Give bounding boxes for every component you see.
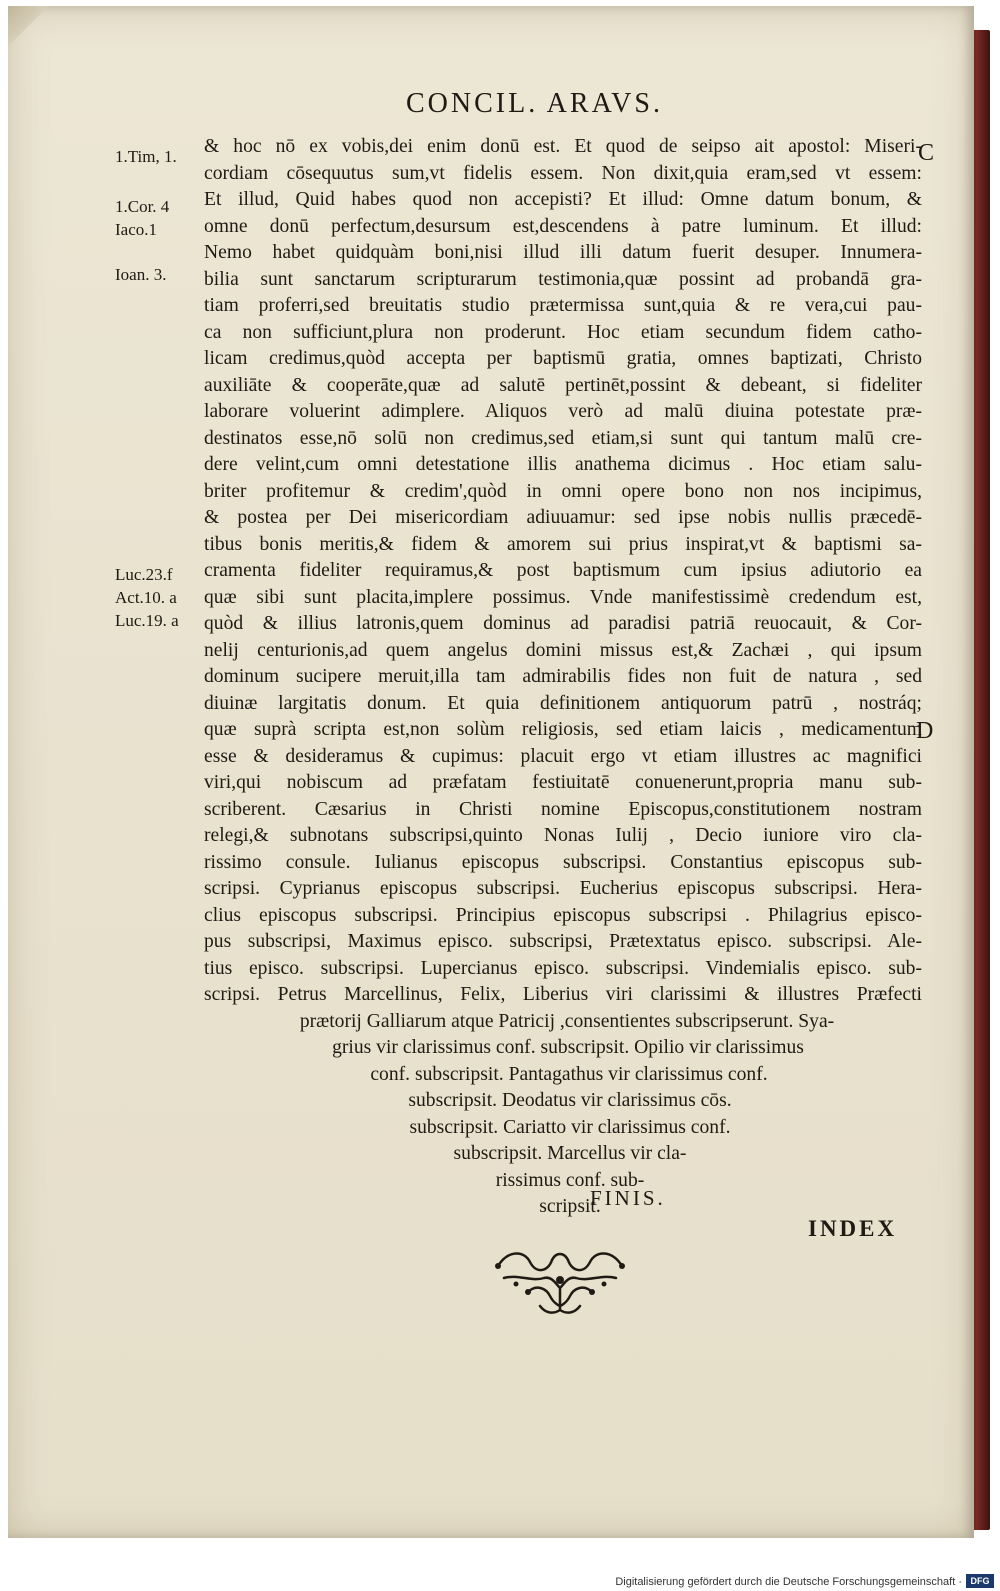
margin-note: 1.Cor. 4 [115, 197, 170, 216]
running-head: CONCIL. ARAVS. [406, 88, 663, 119]
body-text [204, 134, 922, 1221]
text-line: Et illud, Quid habes quod non accepisti? Et illud: Omne datum bonum, & [204, 189, 922, 210]
text-line: quæ suprà scripta est,non solùm religiosis, sed etiam laicis , medicamentum [204, 719, 922, 740]
text-line-tapered: grius vir clarissimus conf. subscripsit. Opilio vir clarissimus [332, 1037, 804, 1058]
text-line-tapered: conf. subscripsit. Pantagathus vir clarissimus conf. [370, 1063, 768, 1085]
text-line: viri,qui nobiscum ad præfatam festiuitatē conuenerunt,propria manu sub- [204, 772, 922, 793]
page-corner-fold [8, 6, 48, 46]
text-line-tapered: subscripsit. Cariatto vir clarissimus conf. [409, 1116, 731, 1138]
text-line: licam credimus,quòd accepta per baptismū gratia, omnes baptizati, Christo [204, 348, 922, 369]
text-line-tapered: prætorij Galliarum atque Patricij ,consentientes subscripserunt. Sya- [299, 1010, 835, 1032]
text-line: relegi,& subnotans subscripsi,quinto Nonas Iulij , Decio iuniore viro cla- [204, 825, 922, 846]
text-line: & postea per Dei misericordiam adiuuamur: sed ipse nobis nullis præcedē- [204, 507, 922, 528]
text-line: laborare voluerint adimplere. Aliquos verò ad malū diuina potestate præ- [204, 401, 922, 422]
margin-note: Luc.19. a [115, 611, 179, 630]
text-line: nelij centurionis,ad quem angelus domini missus est,& Zachæi , qui ipsum [204, 639, 922, 661]
finis-label: FINIS. [590, 1186, 666, 1210]
text-line: diuinæ largitatis donum. Et quia definitionem antiquorum patrū , nostráq; [204, 692, 922, 714]
margin-note: 1.Tim, 1. [115, 147, 177, 166]
text-line: omne donū perfectum,desursum est,descendens à patre luminum. Et illud: [204, 215, 922, 237]
margin-note: Ioan. 3. [115, 265, 167, 284]
text-line: ca non sufficiunt,plura non proderunt. Hoc etiam secundum fidem catho- [204, 321, 922, 343]
margin-note: Luc.23.f [115, 565, 173, 584]
printer-ornament [488, 1244, 632, 1316]
text-line: Nemo habet quidquàm boni,nisi illud illi datum fuerit desuper. Innumera- [204, 242, 922, 263]
text-line: esse & desideramus & cupimus: placuit ergo vt etiam illustres ac magnifici [204, 745, 922, 767]
text-line: destinatos esse,nō solū non credimus,sed etiam,si sunt qui tantum malū cre- [204, 427, 922, 449]
text-line-tapered: subscripsit. Marcellus vir cla- [453, 1143, 687, 1164]
margin-note: Iaco.1 [115, 220, 158, 239]
section-letter-c: C [918, 140, 935, 166]
text-line: quæ sibi sunt placita,implere possimus. Vnde manifestissimè credendum est, [204, 586, 922, 608]
margin-note: Act.10. a [115, 588, 177, 607]
text-line: cordiam cōsequutus sum,vt fidelis essem. Non dixit,quia eram,sed vt essem: [204, 162, 922, 184]
text-line: scriberent. Cæsarius in Christi nomine Episcopus,constitutionem nostram [204, 798, 922, 820]
text-line: briter profitemur & credim',quòd in omni opere bono non nos incipimus, [204, 480, 922, 502]
text-line: auxiliāte & cooperāte,quæ ad salutē pertinēt,possint & debeant, si fideliter [204, 374, 922, 396]
text-line: & hoc nō ex vobis,dei enim donū est. Et quod de seipso ait apostol: Miseri- [204, 136, 922, 157]
text-line: tibus bonis meritis,& fidem & amorem sui prius inspirat,vt & baptismi sa- [204, 533, 922, 555]
section-letter-d: D [916, 718, 934, 744]
text-line: quòd & illius latronis,quem dominus ad paradisi patriā reuocauit, & Cor- [204, 613, 922, 634]
text-line: dominum sucipere meruit,illa tam admirabilis fides non fuit de natura , sed [204, 666, 922, 687]
text-line: cramenta fideliter requiramus,& post baptismum cum ipsius adiutorio ea [204, 560, 922, 581]
text-line: clius episcopus subscripsi. Principius episcopus subscripsi . Philagrius episco- [204, 904, 922, 926]
funding-credit: Digitalisierung gefördert durch die Deutsche Forschungsgemeinschaft · [615, 1576, 962, 1588]
text-line: rissimo consule. Iulianus episcopus subscripsi. Constantius episcopus sub- [204, 851, 922, 873]
text-line: dere velint,cum omni detestatione illis anathema dicimus . Hoc etiam salu- [204, 454, 922, 475]
text-line: tius episco. subscripsi. Lupercianus episco. subscripsi. Vindemialis episco. sub- [204, 957, 922, 979]
catchword: INDEX [808, 1216, 898, 1241]
text-line: scripsi. Petrus Marcellinus, Felix, Liberius viri clarissimi & illustres Præfecti [204, 984, 922, 1005]
text-line-tapered: rissimus conf. sub- [495, 1169, 645, 1191]
dfg-logo: DFG [966, 1574, 994, 1588]
text-line-tapered: scripsit. [539, 1196, 601, 1217]
text-line-tapered: subscripsit. Deodatus vir clarissimus cōs. [408, 1090, 732, 1111]
text-line: tiam proferri,sed breuitatis studio prætermissa sunt,quia & re vera,cui pau- [204, 295, 922, 316]
text-line: scripsi. Cyprianus episcopus subscripsi. Eucherius episcopus subscripsi. Hera- [204, 878, 922, 899]
text-line: bilia sunt sanctarum scripturarum testimonia,quæ possint ad probandā gra- [204, 268, 922, 290]
text-line: pus subscripsi, Maximus episco. subscripsi, Prætextatus episco. subscripsi. Ale- [204, 931, 922, 952]
